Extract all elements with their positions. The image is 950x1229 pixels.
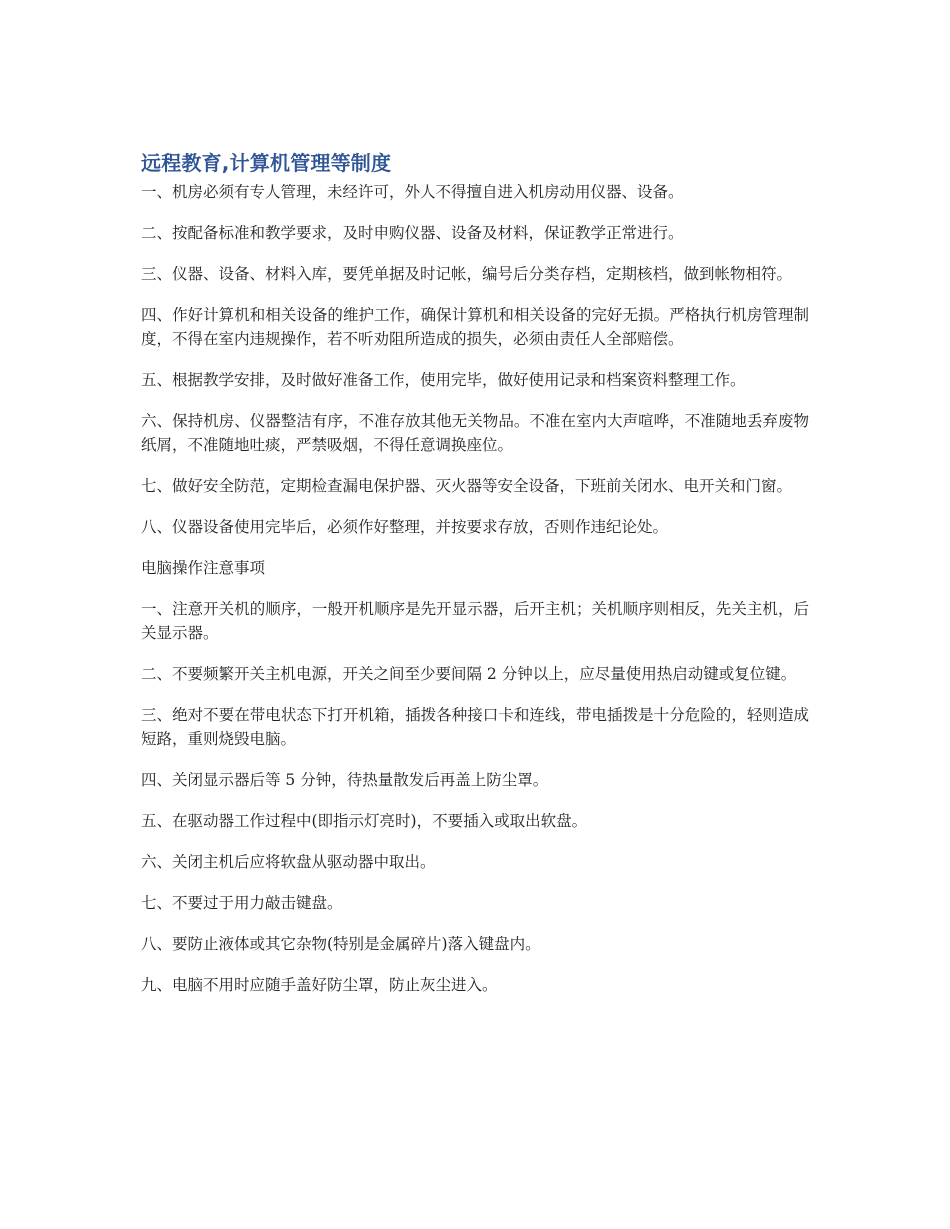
rule-item: 六、保持机房、仪器整洁有序，不准存放其他无关物品。不准在室内大声喧哗，不准随地丢弃废物纸屑，不准随地吐痰，严禁吸烟，不得任意调换座位。 — [141, 412, 809, 454]
operation-note: 八、要防止液体或其它杂物(特别是金属碎片)落入键盘内。 — [141, 935, 541, 953]
operation-note: 六、关闭主机后应将软盘从驱动器中取出。 — [141, 853, 436, 871]
rule-item: 七、做好安全防范，定期检查漏电保护器、灭火器等安全设备，下班前关闭水、电开关和门窗。 — [141, 477, 793, 495]
operation-note: 九、电脑不用时应随手盖好防尘罩，防止灰尘进入。 — [141, 976, 498, 994]
operation-note: 七、不要过于用力敲击键盘。 — [141, 894, 343, 912]
rule-item: 四、作好计算机和相关设备的维护工作，确保计算机和相关设备的完好无损。严格执行机房管理制度，不得在室内违规操作，若不听劝阻所造成的损失，必须由责任人全部赔偿。 — [141, 306, 809, 348]
operation-note: 二、不要频繁开关主机电源，开关之间至少要间隔 2 分钟以上，应尽量使用热启动键或复位键。 — [141, 665, 797, 683]
operation-note: 三、绝对不要在带电状态下打开机箱，插拨各种接口卡和连线，带电插拨是十分危险的，轻则造成短路，重则烧毁电脑。 — [141, 706, 809, 748]
section-subheading: 电脑操作注意事项 — [141, 559, 266, 577]
document-title: 远程教育,计算机管理等制度 — [141, 151, 392, 175]
operation-note: 五、在驱动器工作过程中(即指示灯亮时)，不要插入或取出软盘。 — [141, 812, 588, 830]
rule-item: 三、仪器、设备、材料入库，要凭单据及时记帐，编号后分类存档，定期核档，做到帐物相符。 — [141, 265, 793, 283]
rule-item: 一、机房必须有专人管理，未经许可，外人不得擅自进入机房动用仪器、设备。 — [141, 183, 684, 201]
document-body — [141, 148, 809, 997]
rule-item: 二、按配备标准和教学要求，及时申购仪器、设备及材料，保证教学正常进行。 — [141, 224, 684, 242]
operation-note: 一、注意开关机的顺序，一般开机顺序是先开显示器，后开主机；关机顺序则相反，先关主机，后关显示器。 — [141, 600, 809, 642]
operation-note: 四、关闭显示器后等 5 分钟，待热量散发后再盖上防尘罩。 — [141, 771, 549, 789]
rule-item: 五、根据教学安排，及时做好准备工作，使用完毕，做好使用记录和档案资料整理工作。 — [141, 371, 746, 389]
rule-item: 八、仪器设备使用完毕后，必须作好整理，并按要求存放，否则作违纪论处。 — [141, 518, 669, 536]
